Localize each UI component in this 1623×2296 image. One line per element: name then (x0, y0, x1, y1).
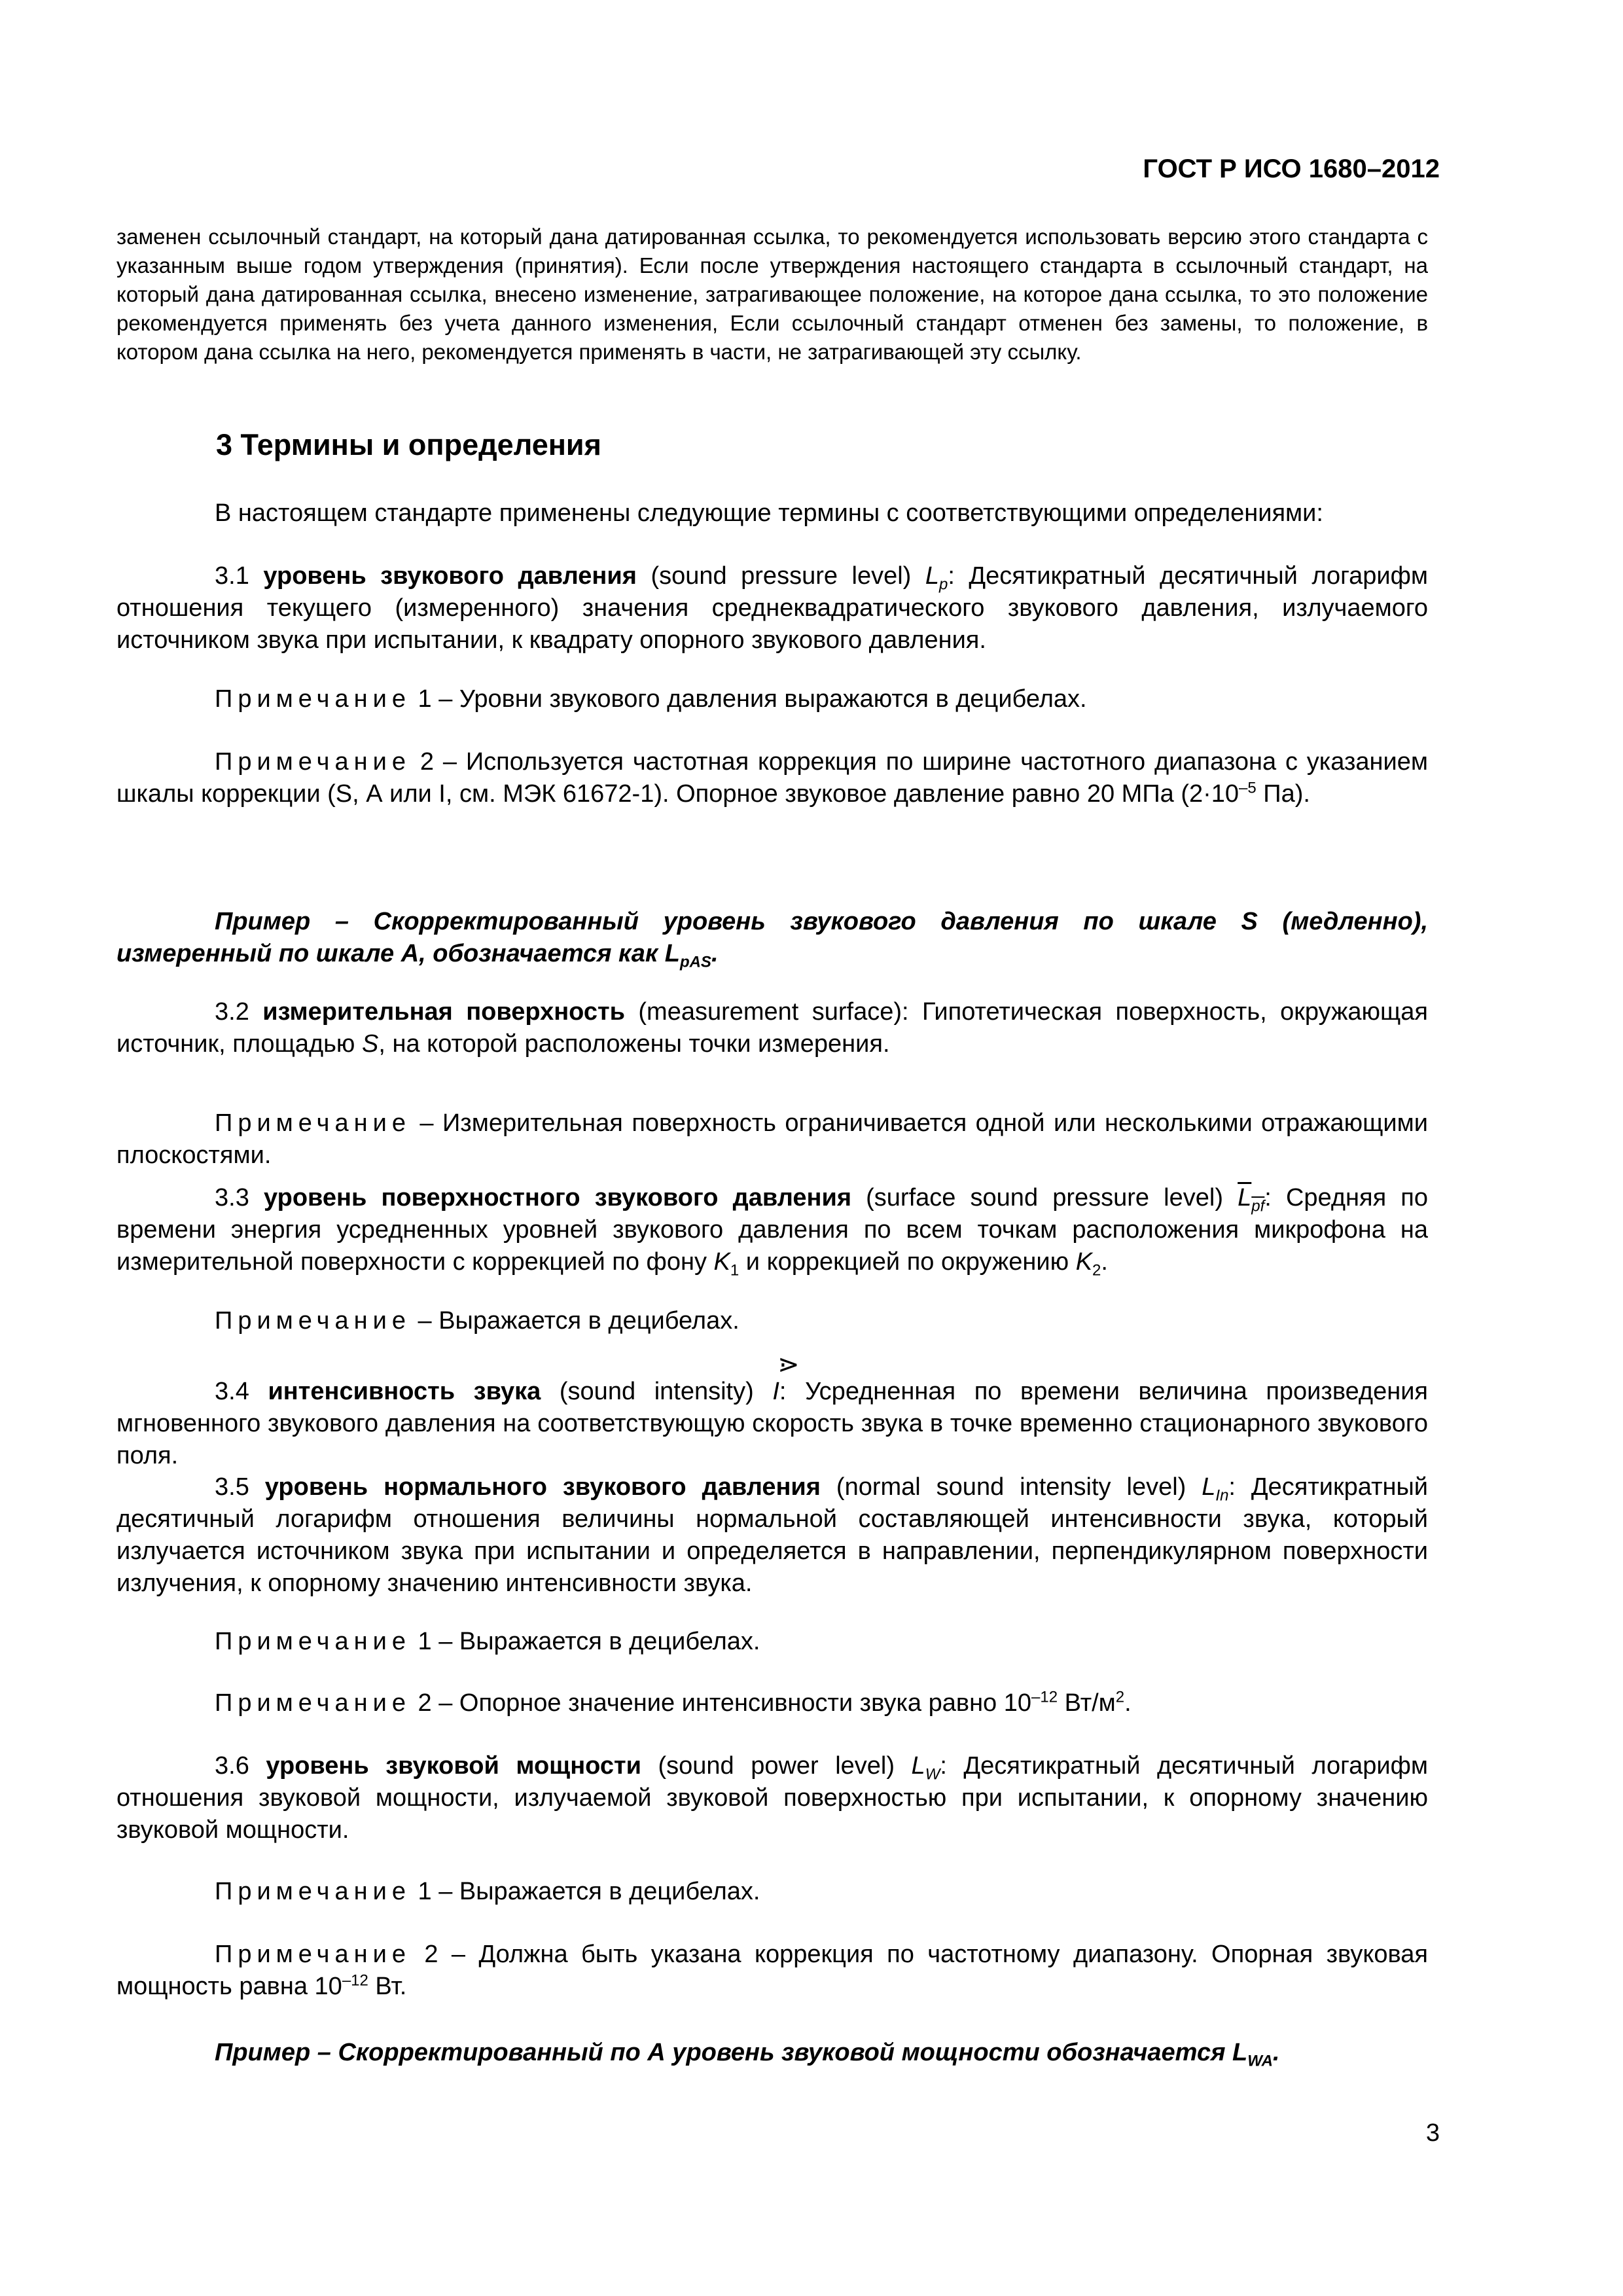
term-symbol-sub: p (939, 575, 948, 594)
term-english: (sound power level) (658, 1752, 912, 1780)
term-number: 3.4 (215, 1378, 249, 1405)
term-english: (sound intensity) (559, 1378, 773, 1405)
example-3-1 (116, 906, 1428, 970)
term-number: 3.3 (215, 1184, 249, 1211)
term-definition: , на которой расположены точки измерения. (378, 1030, 890, 1058)
term-name: интенсивность звука (268, 1378, 541, 1405)
note-exponent: –5 (1239, 779, 1257, 797)
term-definition: : Десятикратный десятичный логарифм отношения звуковой мощности, излучаемой звуковой поверхностью при испытании, к опорному значению звуковой мощности. (116, 1752, 1428, 1844)
term-name: уровень поверхностного звукового давления (263, 1184, 851, 1211)
note-3-3 (116, 1305, 1428, 1337)
term-3-6 (116, 1750, 1428, 1846)
term-definition: : Усредненная по времени величина произведения мгновенного звукового давления на соответствующую скорость звука в точке временно стационарного звукового поля. (116, 1378, 1428, 1469)
example-sub: WA (1247, 2052, 1273, 2070)
note-label: Примечание (215, 685, 411, 713)
k-sub: 2 (1092, 1261, 1101, 1280)
note-label: Примечание (215, 748, 411, 776)
note-label: Примечание (215, 1628, 411, 1655)
note-label: Примечание (215, 1689, 411, 1717)
section-lead: В настоящем стандарте применены следующие термины с соответствующими определениями: (215, 499, 1323, 527)
k-sub: 1 (730, 1261, 740, 1280)
arrow-mark: ⋗ (777, 1350, 800, 1379)
term-english: (sound pressure level) (651, 562, 912, 590)
term-definition-end: . (1101, 1248, 1108, 1276)
note-text-end: Па). (1256, 780, 1310, 808)
example-end: . (711, 940, 719, 967)
k-symbol: K (713, 1248, 730, 1276)
term-name: уровень звукового давления (263, 562, 637, 590)
note-text-end: Вт. (368, 1973, 407, 2000)
term-definition: : Десятикратный десятичный логарифм отношения текущего (измеренного) значения среднеквадратического звукового давления, излучаемого источником звука при испытании, к квадрату опорного звукового давления. (116, 562, 1429, 654)
example-sub: pAS (679, 953, 711, 971)
note-3-5-2 (116, 1687, 1428, 1719)
term-symbol: I (772, 1378, 779, 1405)
intro-paragraph: заменен ссылочный стандарт, на который дана датированная ссылка, то рекомендуется использовать версию этого стандарта с указанным выше годом утверждения (принятия). Если после утверждения настоящего стандарта в ссылочный стандарт, на который дана датированная ссылка, внесено изменение, затрагивающее положение, на которое дана ссылка, то это положение рекомендуется применять без учета данного изменения, Если ссылочный стандарт отменен без замены, то положение, в котором дана ссылка на него, рекомендуется применять в части, не затрагивающей эту ссылку. (116, 224, 1428, 364)
term-english: (measurement surface): Гипотетическая поверхность, окружающая источник, площадью (116, 998, 1428, 1058)
term-definition: : Средняя по времени энергия усредненных уровней звукового давления по всем точкам расположения микрофона на измерительной поверхности с коррекцией по фону (116, 1184, 1429, 1276)
note-3-6-1 (116, 1876, 1428, 1908)
term-english: (surface sound pressure level) (866, 1184, 1238, 1211)
note-text: – Выражается в децибелах. (418, 1307, 740, 1335)
note-text: 2 – Опорное значение интенсивности звука равно 10 (418, 1689, 1032, 1717)
term-english: (normal sound intensity level) (836, 1473, 1202, 1501)
term-symbol: L (911, 1752, 925, 1780)
note-text: 1 – Уровни звукового давления выражаются в децибелах. (418, 685, 1087, 713)
example-text: Пример – Скорректированный уровень звукового давления по шкале S (медленно), измеренный по шкале А, обозначается как L (116, 908, 1428, 967)
term-name: уровень звуковой мощности (266, 1752, 641, 1780)
note-label: Примечание (215, 1109, 411, 1137)
note-exponent: –12 (342, 1971, 368, 1990)
note-exponent-2: 2 (1115, 1688, 1125, 1706)
note-3-6-2 (116, 1939, 1428, 2003)
term-3-5 (116, 1471, 1428, 1600)
section-title: 3 Термины и определения (216, 428, 601, 461)
note-text: 2 – Используется частотная коррекция по ширине частотного диапазона с указанием шкалы коррекции (S, А или I, см. МЭК 61672-1). Опорное звуковое давление равно 20 МПа (2·10 (116, 748, 1428, 808)
note-3-2 (116, 1107, 1428, 1172)
note-text-end: . (1124, 1689, 1132, 1717)
term-3-1 (116, 560, 1428, 656)
term-symbol-sub: In (1215, 1486, 1229, 1505)
term-3-3 (116, 1182, 1428, 1278)
document-header: ГОСТ Р ИСО 1680–2012 (1143, 154, 1440, 183)
term-definition-mid: и коррекцией по окружению (739, 1248, 1076, 1276)
note-label: Примечание (215, 1878, 411, 1905)
term-symbol: S (362, 1030, 379, 1058)
page-number: 3 (1425, 2119, 1440, 2147)
note-3-5-1 (116, 1626, 1428, 1658)
term-name: уровень нормального звукового давления (264, 1473, 821, 1501)
term-definition: : Десятикратный десятичный логарифм отношения величины нормальной составляющей интенсивности звука, который излучается источником звука при испытании и определяется в направлении, перпендикулярном поверхности излучения, к опорному значению интенсивности звука. (116, 1473, 1428, 1597)
term-symbol: L (925, 562, 939, 590)
k-symbol: K (1075, 1248, 1093, 1276)
term-symbol-sub: W (925, 1765, 940, 1784)
example-text: Пример – Скорректированный по А уровень звуковой мощности обозначается L (215, 2039, 1248, 2066)
term-number: 3.6 (215, 1752, 249, 1780)
note-text: 1 – Выражается в децибелах. (418, 1628, 760, 1655)
note-label: Примечание (215, 1941, 411, 1968)
term-3-2 (116, 996, 1428, 1060)
term-name: измерительная поверхность (262, 998, 625, 1026)
note-text: 2 – Должна быть указана коррекция по частотному диапазону. Опорная звуковая мощность равна 10 (116, 1941, 1429, 2000)
term-symbol: $\overline{L}$ (1238, 1184, 1252, 1211)
note-label: Примечание (215, 1307, 411, 1335)
term-3-4 (116, 1376, 1428, 1472)
term-symbol-sub: pf (1251, 1197, 1265, 1215)
term-number: 3.2 (215, 998, 249, 1026)
note-text: – Измерительная поверхность ограничивается одной или несколькими отражающими плоскостями. (116, 1109, 1428, 1169)
example-3-6 (116, 2037, 1428, 2069)
term-number: 3.1 (215, 562, 249, 590)
example-end: . (1272, 2039, 1280, 2066)
term-symbol: L (1202, 1473, 1216, 1501)
note-text: 1 – Выражается в децибелах. (418, 1878, 760, 1905)
note-3-1-2 (116, 746, 1428, 810)
note-text-mid: Вт/м (1058, 1689, 1116, 1717)
note-3-1-1 (116, 683, 1428, 715)
note-exponent: –12 (1031, 1688, 1058, 1706)
term-number: 3.5 (215, 1473, 249, 1501)
